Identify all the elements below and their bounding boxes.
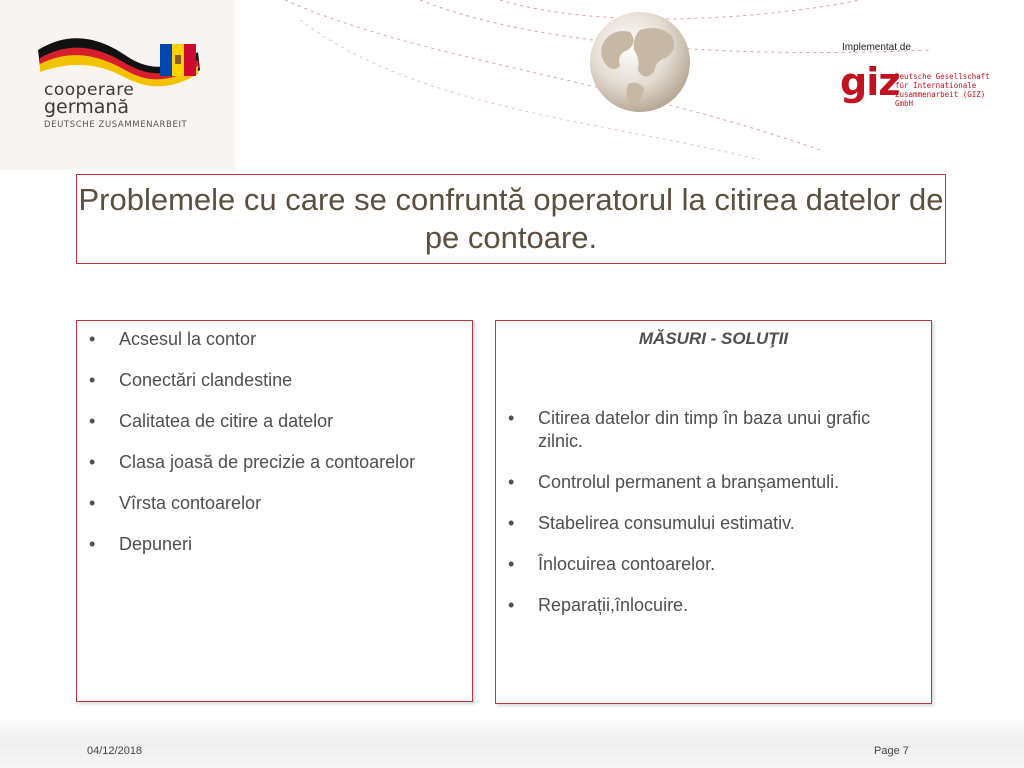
bullet-icon: • <box>508 554 515 574</box>
list-item <box>496 471 931 494</box>
bullet-icon: • <box>508 513 515 533</box>
footer-page-number: Page 7 <box>874 745 909 757</box>
cooperare-germana-logo <box>30 30 220 140</box>
solutions-panel <box>495 320 932 704</box>
list-item <box>77 533 472 556</box>
list-item <box>77 492 472 515</box>
list-item-text: Înlocuirea contoarelor. <box>538 554 716 574</box>
globe-icon <box>590 12 690 112</box>
bullet-icon: • <box>508 595 515 615</box>
list-item <box>496 512 931 535</box>
solutions-list <box>496 407 931 617</box>
giz-line-3: Zusammenarbeit (GIZ) GmbH <box>895 90 986 108</box>
solutions-heading: MĂSURI - SOLUŢII <box>638 329 789 348</box>
list-item <box>77 328 472 351</box>
list-item-text: Depuneri <box>119 534 193 554</box>
problems-list <box>77 328 472 556</box>
giz-mark: giz <box>840 60 900 104</box>
list-item <box>496 407 931 453</box>
slide-title: Problemele cu care se confruntă operatorul la citirea datelor de pe contoare. <box>78 182 944 255</box>
logo-line-germana: germană <box>44 96 130 118</box>
giz-logo <box>840 60 990 108</box>
footer-band <box>0 718 1024 768</box>
giz-line-2: für Internationale <box>895 81 977 90</box>
bullet-icon: • <box>89 452 96 472</box>
footer-date: 04/12/2018 <box>87 745 143 757</box>
list-item <box>77 410 472 433</box>
bullet-icon: • <box>89 370 96 390</box>
bullet-icon: • <box>508 472 515 492</box>
list-item-text: Conectări clandestine <box>119 370 293 390</box>
giz-full-name <box>895 72 1005 108</box>
list-item <box>496 594 931 617</box>
logo-line-deutsche-zusammenarbeit: DEUTSCHE ZUSAMMENARBEIT <box>44 120 188 130</box>
list-item <box>77 451 472 474</box>
list-item-text: Reparații,înlocuire. <box>538 595 689 615</box>
title-box <box>76 174 946 264</box>
bullet-icon: • <box>508 408 515 428</box>
list-item <box>77 369 472 392</box>
list-item-text: Vîrsta contoarelor <box>119 493 262 513</box>
bullet-icon: • <box>89 411 96 431</box>
implemented-by-label: Implementat de <box>842 42 911 53</box>
list-item-text: Acsesul la contor <box>119 329 257 349</box>
list-item-text: Clasa joasă de precizie a contoarelor <box>119 452 416 472</box>
list-item-text: Citirea datelor din timp în baza unui grafic zilnic. <box>538 408 871 451</box>
giz-line-1: Deutsche Gesellschaft <box>895 72 990 81</box>
list-item-text: Stabelirea consumului estimativ. <box>538 513 795 533</box>
logo-line-cooperare: cooperare <box>44 80 135 100</box>
list-item-text: Calitatea de citire a datelor <box>119 411 334 431</box>
bullet-icon: • <box>89 534 96 554</box>
problems-panel <box>76 320 473 702</box>
list-item <box>496 553 931 576</box>
moldova-flag-icon <box>160 44 196 76</box>
list-item-text: Controlul permanent a branșamentuli. <box>538 472 840 492</box>
bullet-icon: • <box>89 329 96 349</box>
bullet-icon: • <box>89 493 96 513</box>
